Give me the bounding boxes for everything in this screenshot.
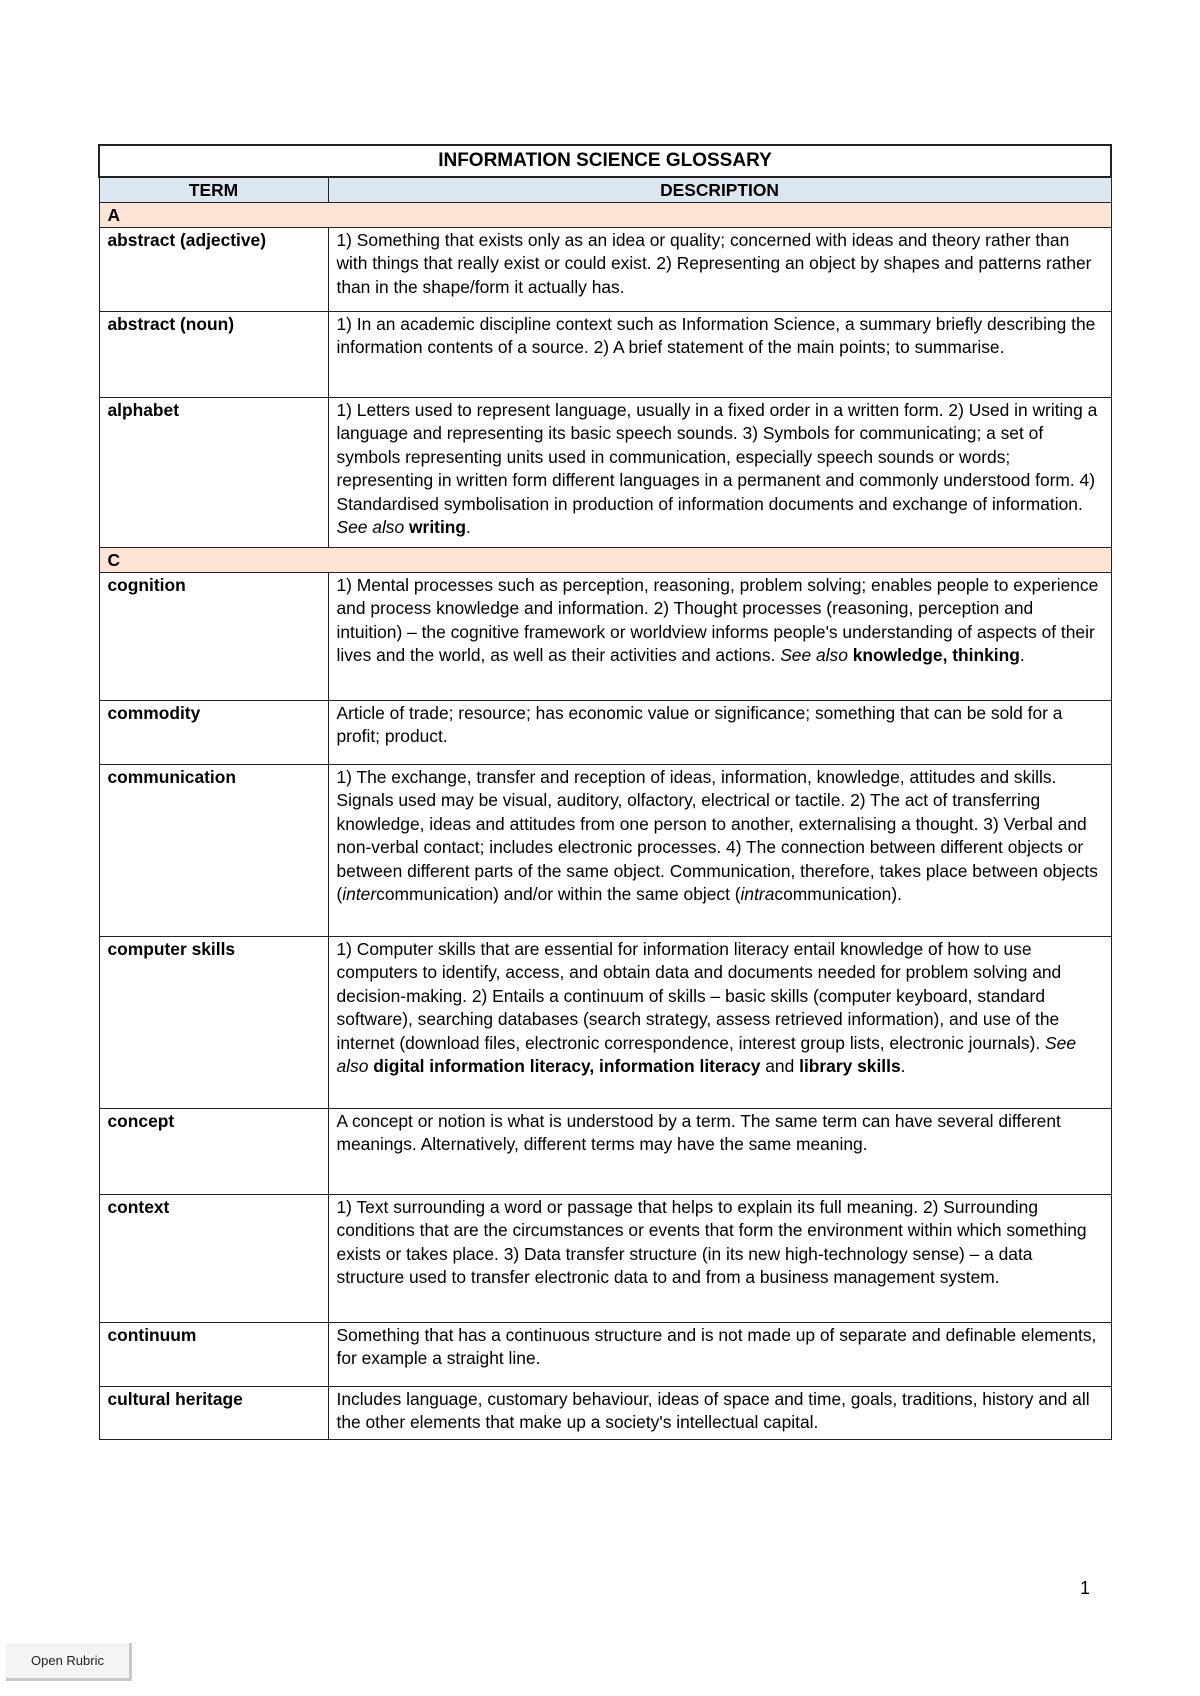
italic-text: See also <box>336 1032 1076 1077</box>
description-text: Includes language, customary behaviour, ideas of space and time, goals, traditions, history and all the other elements that make up a society's intellectual capital. <box>336 1389 1090 1433</box>
glossary-term: abstract (noun) <box>99 312 328 398</box>
term-column-header: TERM <box>99 177 328 203</box>
description-text: . <box>1019 645 1025 666</box>
glossary-description <box>328 312 1111 398</box>
glossary-term: alphabet <box>99 398 328 548</box>
italic-text: See also <box>336 517 405 538</box>
cross-reference-term: digital information literacy, information literacy <box>373 1056 761 1077</box>
glossary-description <box>328 765 1111 937</box>
glossary-entry-row <box>99 701 1111 765</box>
description-text: 1) Text surrounding a word or passage that helps to explain its full meaning. 2) Surrounding conditions that are the circumstances or events that form the environment within which something exists or takes place. 3) Data transfer structure (in its new high-technology sense) – a data structure used to transfer electronic data to and from a business management system. <box>336 1197 1087 1288</box>
glossary-description <box>328 1195 1111 1323</box>
glossary-entry-row <box>99 765 1111 937</box>
glossary-entry-row <box>99 937 1111 1109</box>
description-text: Something that has a continuous structure and is not made up of separate and definable elements, for example a straight line. <box>336 1325 1097 1369</box>
glossary-term: commodity <box>99 701 328 765</box>
glossary-term: communication <box>99 765 328 937</box>
glossary-description <box>328 573 1111 701</box>
glossary-description <box>328 1109 1111 1195</box>
title-row <box>99 145 1111 177</box>
description-text: . <box>900 1056 906 1077</box>
description-text: 1) Computer skills that are essential for information literacy entail knowledge of how to use computers to identify, access, and obtain data and documents needed for problem solving and decision-making. 2) Entails a continuum of skills – basic skills (computer keyboard, standard software), searching databases (search strategy, assess retrieved information), and use of the internet (download files, electronic correspondence, interest group lists, electronic journals). <box>336 939 1062 1053</box>
open-rubric-button[interactable]: Open Rubric <box>6 1643 132 1681</box>
description-column-header: DESCRIPTION <box>328 177 1111 203</box>
glossary-entry-row <box>99 1323 1111 1387</box>
glossary-term: context <box>99 1195 328 1323</box>
glossary-term: cognition <box>99 573 328 701</box>
glossary-description <box>328 228 1111 312</box>
glossary-term: computer skills <box>99 937 328 1109</box>
description-text: . <box>466 517 471 538</box>
glossary-term: concept <box>99 1109 328 1195</box>
glossary-title: INFORMATION SCIENCE GLOSSARY <box>99 145 1111 177</box>
glossary-description <box>328 398 1111 548</box>
section-letter-row <box>99 548 1111 573</box>
glossary-term: abstract (adjective) <box>99 228 328 312</box>
description-text: and <box>760 1056 800 1077</box>
glossary-description <box>328 1387 1111 1440</box>
glossary-description <box>328 701 1111 765</box>
description-text: 1) Something that exists only as an idea or quality; concerned with ideas and theory rather than with things that really exist or could exist. 2) Representing an object by shapes and patterns rather than in the shape/form it actually has. <box>336 230 1092 297</box>
description-text: Article of trade; resource; has economic value or significance; something that can be sold for a profit; product. <box>336 703 1063 747</box>
glossary-entry-row <box>99 1109 1111 1195</box>
section-letter: C <box>99 548 1111 573</box>
glossary-table <box>98 144 1112 1440</box>
section-letter-row <box>99 203 1111 228</box>
glossary-body <box>99 203 1111 1440</box>
glossary-entry-row <box>99 398 1111 548</box>
section-letter: A <box>99 203 1111 228</box>
description-text: 1) The exchange, transfer and reception of ideas, information, knowledge, attitudes and skills. Signals used may be visual, auditory, olfactory, electrical or tactile. 2) The act of transferring knowledge, ideas and attitudes from one person to another, externalising a thought. 3) Verbal and non-verbal contact; includes electronic processes. 4) The connection between different objects or between different parts of the same object. Communication, therefore, takes place between objects ( <box>336 767 1098 905</box>
description-text: 1) Mental processes such as perception, reasoning, problem solving; enables people to experience and process knowledge and information. 2) Thought processes (reasoning, perception and intuition) – the cognitive framework or worldview informs people's understanding of aspects of their lives and the world, as well as their activities and actions. <box>336 575 1099 666</box>
glossary-term: continuum <box>99 1323 328 1387</box>
glossary-term: cultural heritage <box>99 1387 328 1440</box>
cross-reference-term: library skills <box>799 1056 901 1077</box>
cross-reference-term: knowledge, thinking <box>852 645 1020 666</box>
description-text: A concept or notion is what is understood by a term. The same term can have several different meanings. Alternatively, different terms may have the same meaning. <box>336 1111 1061 1155</box>
glossary-description <box>328 1323 1111 1387</box>
glossary-entry-row <box>99 573 1111 701</box>
glossary-description <box>328 937 1111 1109</box>
page-number: 1 <box>1080 1578 1091 1598</box>
description-text: 1) Letters used to represent language, usually in a fixed order in a written form. 2) Used in writing a language and representing its basic speech sounds. 3) Symbols for communicating; a set of symbols representing units used in communication, especially speech sounds or words; representing in written form different languages in a permanent and commonly understood form. 4) Standardised symbolisation in production of information documents and exchange of information. <box>336 400 1098 514</box>
glossary-entry-row <box>99 228 1111 312</box>
italic-text: See also <box>780 645 848 666</box>
header-row <box>99 177 1111 203</box>
cross-reference-term: writing <box>409 517 467 538</box>
description-text: communication). <box>774 884 902 905</box>
glossary-entry-row <box>99 312 1111 398</box>
description-text: 1) In an academic discipline context such as Information Science, a summary briefly describing the information contents of a source. 2) A brief statement of the main points; to summarise. <box>336 314 1096 358</box>
description-text: communication) and/or within the same object ( <box>376 884 741 905</box>
glossary-entry-row <box>99 1195 1111 1323</box>
glossary-entry-row <box>99 1387 1111 1440</box>
italic-text: inter <box>342 884 377 905</box>
italic-text: intra <box>740 884 775 905</box>
